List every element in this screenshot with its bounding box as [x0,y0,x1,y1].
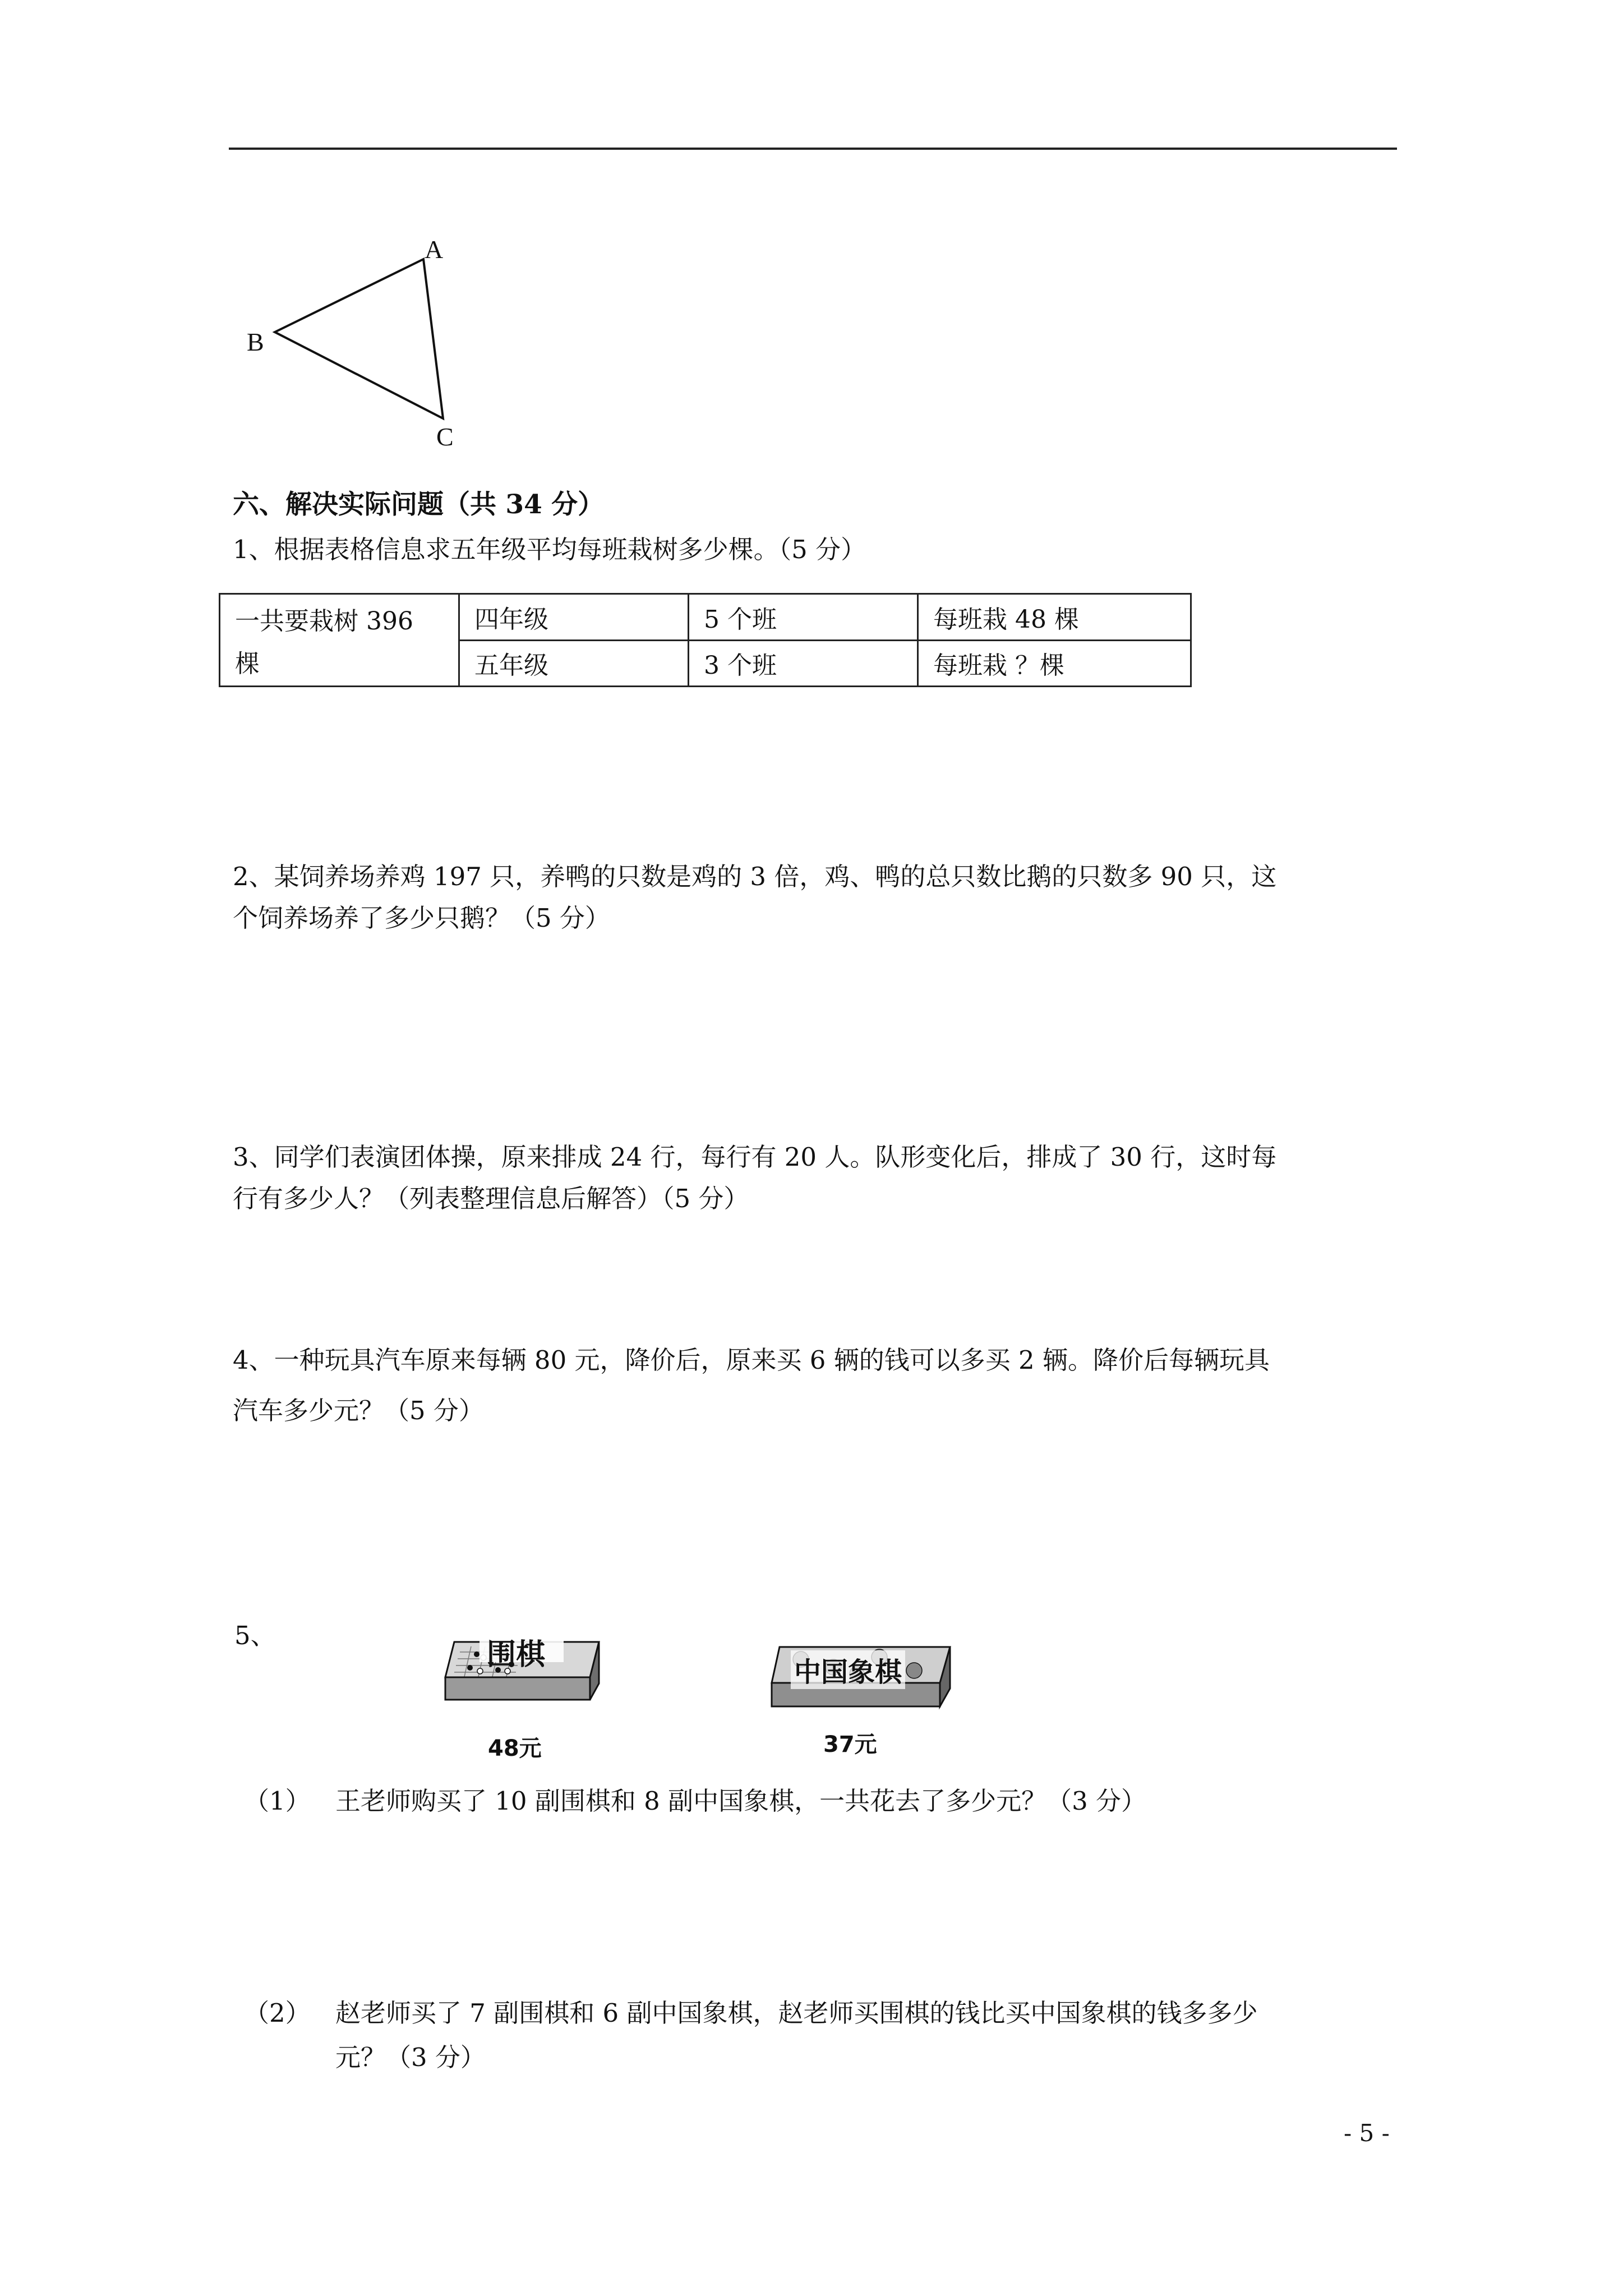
q5-number: 5、 [234,1621,276,1650]
page-number: - 5 - [1344,2119,1390,2147]
q1-text: 1、根据表格信息求五年级平均每班栽树多少棵。（5 分） [233,535,866,564]
classes-cell: 3 个班 [689,640,918,687]
per-class-cell: 每班栽 48 棵 [918,594,1191,641]
triangle-shape [275,259,443,418]
go-price: 48元 [488,1736,542,1761]
grade-cell: 四年级 [459,594,689,641]
q5-sub1-label: （1） [244,1786,311,1816]
q5-sub1-text: 王老师购买了 10 副围棋和 8 副中国象棋，一共花去了多少元？（3 分） [335,1786,1147,1816]
total-trees-line2: 棵 [235,650,260,678]
q5-sub2-label: （2） [244,1998,311,2028]
vertex-label-a: A [425,235,444,264]
q2-line1: 2、某饲养场养鸡 197 只，养鸭的只数是鸡的 3 倍，鸡、鸭的总只数比鹅的只数多 90 只，这 [233,862,1277,891]
q4-line1: 4、一种玩具汽车原来每辆 80 元，降价后，原来买 6 辆的钱可以多买 2 辆。降价后每辆玩具 [233,1345,1270,1375]
per-class-cell: 每班栽 ？棵 [918,640,1191,687]
classes-cell: 5 个班 [689,594,918,641]
section-title: 六、解决实际问题（共 34 分） [233,489,605,520]
q5-sub2-line1: 赵老师买了 7 副围棋和 6 副中国象棋，赵老师买围棋的钱比买中国象棋的钱多多少 [335,1998,1258,2028]
grade-cell: 五年级 [459,640,689,687]
table-row [220,594,1191,641]
go-set-illustration [437,1630,606,1761]
trees-table [219,593,1192,687]
chess-price: 37元 [823,1732,877,1757]
q2-line2: 个饲养场养了多少只鹅？（5 分） [233,903,610,933]
q4-line2: 汽车多少元？（5 分） [233,1396,484,1425]
chess-box-title: 中国象棋 [791,1650,905,1689]
q3-line2: 行有多少人？（列表整理信息后解答）（5 分） [233,1184,749,1213]
go-box-title: 围棋 [487,1638,546,1672]
header-rule [229,148,1397,150]
q5-sub2-line2: 元？（3 分） [335,2042,486,2072]
vertex-label-b: B [247,328,264,356]
vertex-label-c: C [436,422,454,451]
q3-line1: 3、同学们表演团体操，原来排成 24 行，每行有 20 人。队形变化后，排成了 30 行，这时每 [233,1142,1277,1172]
total-trees-line1: 一共要栽树 396 [235,607,413,636]
total-trees-cell [220,594,459,687]
chinese-chess-illustration [767,1637,952,1757]
